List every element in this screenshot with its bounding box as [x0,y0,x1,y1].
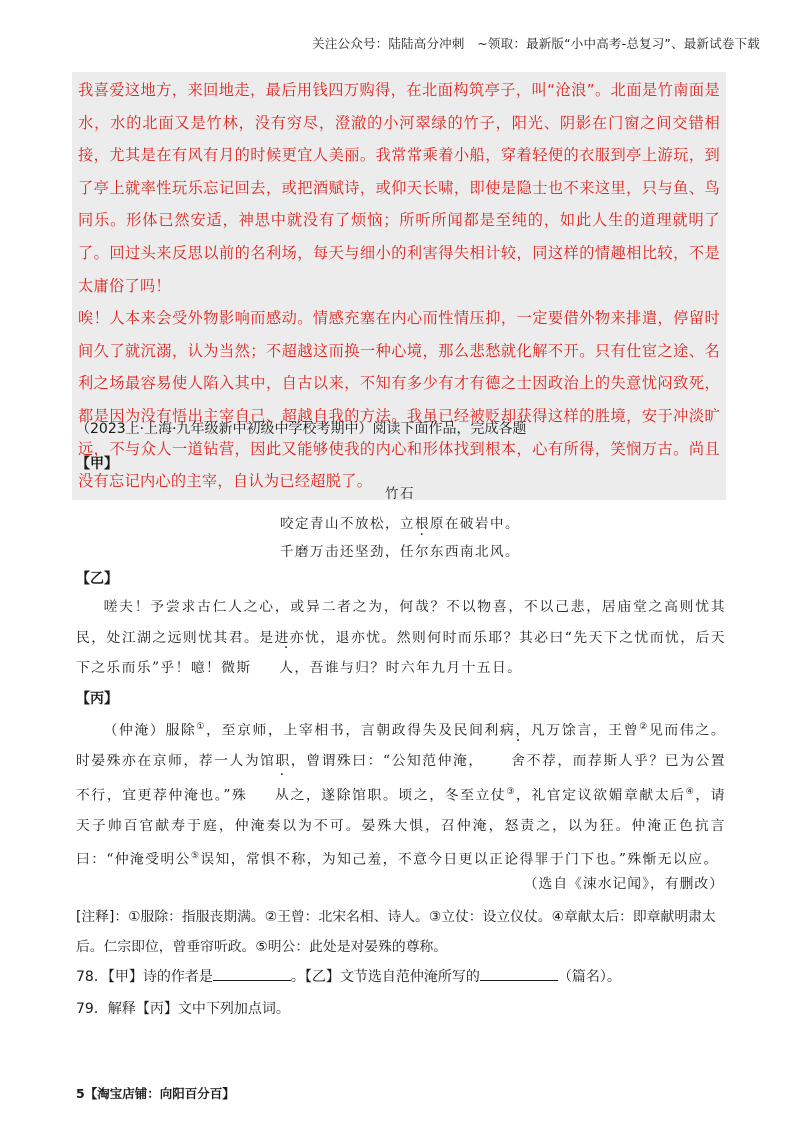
poem-line-1: 咬定青山不放松，立根原在破岩中。 [280,516,520,532]
bing-text-6: ，礼官定议欲媚章献太后 [516,787,686,804]
q78-blank-title[interactable] [480,966,558,981]
q78-suffix: （篇名）。 [557,969,621,985]
dotted-word-ren: 人 [279,660,295,676]
note-ref-2: ② [639,722,649,732]
question-78 [76,966,736,986]
section-jia-label: 【甲】 [76,456,118,472]
poem-title: 竹石 [385,486,415,502]
answer-paragraph-2: 唉！人本来会受外物影响而感动。情感充塞在内心而性情压抑，一定要借外物来排遣，停留时间久了就沉溺，认为当然；不超越这而换一种心境，那么悲愁就化解不开。只有仕宦之途、名利之场最容易使人陷入其中，自古以来，不知有多少有才有德之士因政治上的失意忧闷致死，都是因为没有悟出主宰自己、超越自我的方法。我虽已经被贬却获得这样的胜境，安于冲淡旷远，不与众人一道钻营，因此又能够使我的内心和形体找到根本，心有所得，笑悯万古。尚且没有忘记内心的主宰，自认为已经超脱了。 [78,309,720,491]
bing-text-2: ，至京师，上宰相书，言朝政得失及民间利病，凡万馀言，王曾 [206,722,640,739]
note-ref-1: ① [196,722,207,732]
note-ref-5: ⑤ [190,851,201,862]
source-citation: （选自《涑水记闻》，有删改） [523,876,724,892]
question-intro: （2023上·上海·九年级新中初级中学校考期中）阅读下面作品，完成各题 [76,421,527,437]
bing-text-1: （仲淹）服除 [103,722,197,739]
yi-text-part-1: 嗟夫！予尝求古仁人之心，或异二者之为，何哉？不以物喜，不以己悲，居庙堂之高则忧其民，处江湖之远则忧其君。是进亦忧，退亦忧。然则何时而乐耶？其必曰“先天下之忧而忧，后天下之乐而乐”乎！噫！微斯 [76,599,726,676]
q78-blank-author[interactable] [213,966,291,981]
note-ref-4: ④ [685,786,696,797]
yi-passage [76,592,726,684]
section-yi-label: 【乙】 [76,571,118,587]
yi-text-part-2: ，吾谁与归？时六年九月十五日。 [294,660,523,676]
q78-middle: 。【乙】文节选自范仲淹所写的 [290,969,480,985]
dotted-word-er: 尔 [415,544,430,560]
poem-line-2-end: 东西南北风。 [430,544,520,560]
poem-line-2-start: 千磨万击还坚劲，任 [280,544,415,560]
bing-text-7: ，请天子帅百官献寿于庭，仲淹奏以为不可。晏殊大惧，召仲淹，怒责之，以为狂。仲淹正色抗言曰：“仲淹受明公 [76,787,727,868]
dotted-word-she: 舍 [511,753,527,770]
question-79: 79．解释【丙】文中下列加点词。 [76,1001,290,1017]
note-ref-3: ③ [506,786,517,797]
bing-text-8: 误知，常惧不称，为知己羞，不意今日更以正论得罪于门下也。”殊惭无以应。 [200,851,719,868]
bing-text-3: 见而伟之。时晏殊亦在京师，荐一人为馆职，曾谓殊曰：“公知范仲淹， [76,722,727,770]
footer-note: 5【淘宝店铺：向阳百分百】 [76,1086,235,1101]
bing-passage [76,712,726,875]
bing-text-4: 不荐，而荐斯人乎？已为公置不行，宜更荐仲淹也。”殊 [76,753,726,804]
header-note: 关注公众号：陆陆高分冲刺 ~领取：最新版“小中高考-总复习”、最新试卷下载 [312,36,760,51]
poem-line-2 [0,540,800,560]
section-bing-label: 【丙】 [76,691,118,707]
dotted-word-cong: 从 [275,787,291,804]
q78-prefix: 78．【甲】诗的作者是 [76,969,213,985]
annotation-notes: [注释]：①服除：指服丧期满。②王曾：北宋名相、诗人。③立仗：设立仪仗。④章献太后：即章献明肃太后。仁宗即位，曾垂帘听政。⑤明公：此处是对晏殊的尊称。 [76,909,716,955]
answer-paragraph-1: 我喜爱这地方，来回地走，最后用钱四万购得，在北面构筑亭子，叫“沧浪”。北面是竹南面是水，水的北面又是竹林，没有穷尽，澄澈的小河翠绿的竹子，阳光、阴影在门窗之间交错相接，尤其是在有风有月的时候更宜人美丽。我常常乘着小船，穿着轻便的衣服到亭上游玩，到了亭上就率性玩乐忘记回去，或把酒赋诗，或仰天长啸，即使是隐士也不来这里，只与鱼、鸟同乐。形体已然安适，神思中就没有了烦恼；所听所闻都是至纯的，如此人生的道理就明了了。回过头来反思以前的名利场，每天与细小的利害得失相计较，同这样的情趣相比较，不是太庸俗了吗！ [78,81,720,295]
bing-text-5: 之，遂除馆职。顷之，冬至立仗 [290,787,507,804]
